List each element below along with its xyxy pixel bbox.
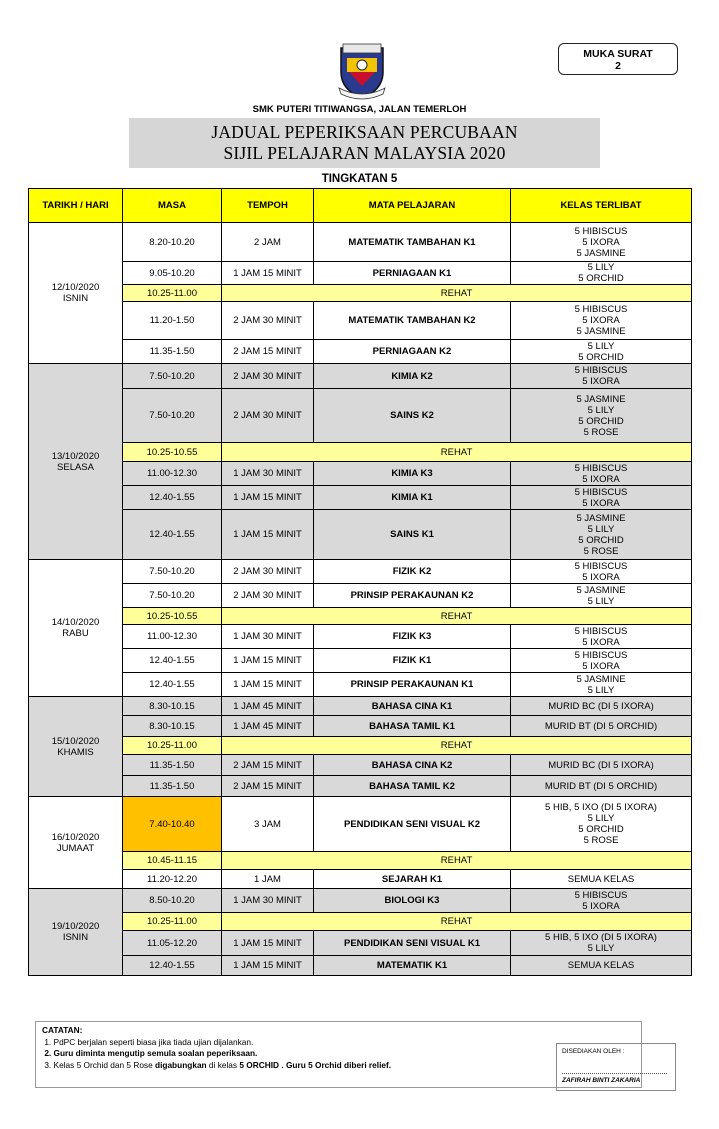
date-cell xyxy=(29,889,123,976)
class-name: MURID BC (DI 5 IXORA) xyxy=(548,759,654,771)
table-row xyxy=(29,673,692,697)
table-row xyxy=(29,625,692,649)
break-row xyxy=(29,443,692,462)
class-name: 5 JASMINE xyxy=(576,512,626,524)
duration-cell: 1 JAM 15 MINIT xyxy=(222,262,314,285)
time-cell: 7.50-10.20 xyxy=(123,364,222,389)
classes-cell xyxy=(511,389,692,443)
classes-cell xyxy=(511,462,692,486)
table-row xyxy=(29,697,692,716)
table-row xyxy=(29,776,692,797)
classes-cell xyxy=(511,755,692,776)
subject-cell: PRINSIP PERAKAUNAN K1 xyxy=(314,673,511,697)
duration-cell: 1 JAM 15 MINIT xyxy=(222,649,314,673)
class-name: 5 ORCHID xyxy=(578,824,624,835)
document-title xyxy=(129,118,600,168)
class-name: SEMUA KELAS xyxy=(567,960,635,971)
exam-schedule-table xyxy=(28,188,692,976)
classes-cell xyxy=(511,649,692,673)
class-name: 5 JASMINE xyxy=(576,393,626,405)
subject-cell: BAHASA CINA K1 xyxy=(314,697,511,716)
classes-cell xyxy=(511,673,692,697)
page-label: MUKA SURAT xyxy=(583,48,653,60)
title-line-2: SIJIL PELAJARAN MALAYSIA 2020 xyxy=(223,143,506,163)
class-name: 5 IXORA xyxy=(582,315,620,326)
subject-cell: BAHASA TAMIL K2 xyxy=(314,776,511,797)
subject-cell: PERNIAGAAN K2 xyxy=(314,340,511,364)
class-name: 5 ROSE xyxy=(583,835,619,846)
time-cell: 10.25-11.00 xyxy=(123,737,222,755)
classes-cell xyxy=(511,870,692,889)
class-name: 5 LILY xyxy=(587,262,615,273)
class-name: 5 HIBISCUS xyxy=(574,365,628,376)
col-header: TEMPOH xyxy=(222,189,314,223)
class-name: 5 ROSE xyxy=(583,426,619,438)
time-cell: 11.00-12.30 xyxy=(123,625,222,649)
break-row xyxy=(29,852,692,870)
classes-cell xyxy=(511,776,692,797)
rehat-cell: REHAT xyxy=(222,737,692,755)
class-name: 5 IXORA xyxy=(582,900,620,912)
day-text: ISNIN xyxy=(62,293,89,304)
date-cell xyxy=(29,223,123,364)
col-header: KELAS TERLIBAT xyxy=(511,189,692,223)
class-name: 5 HIBISCUS xyxy=(574,304,628,315)
class-name: 5 LILY xyxy=(587,523,615,535)
class-name: MURID BT (DI 5 ORCHID) xyxy=(544,720,658,732)
time-cell: 12.40-1.55 xyxy=(123,649,222,673)
subject-cell: PENDIDIKAN SENI VISUAL K1 xyxy=(314,931,511,956)
time-cell: 11.35-1.50 xyxy=(123,776,222,797)
table-row xyxy=(29,755,692,776)
class-name: MURID BC (DI 5 IXORA) xyxy=(548,700,654,712)
subject-cell: FIZIK K3 xyxy=(314,625,511,649)
time-cell: 8.50-10.20 xyxy=(123,889,222,913)
duration-cell: 2 JAM 30 MINIT xyxy=(222,389,314,443)
duration-cell: 1 JAM 15 MINIT xyxy=(222,956,314,976)
duration-cell: 1 JAM 15 MINIT xyxy=(222,673,314,697)
subject-cell: SAINS K1 xyxy=(314,510,511,560)
time-cell: 12.40-1.55 xyxy=(123,486,222,510)
day-text: SELASA xyxy=(57,461,94,473)
rehat-cell: REHAT xyxy=(222,443,692,462)
col-header: TARIKH / HARI xyxy=(29,189,123,223)
time-cell: 7.50-10.20 xyxy=(123,389,222,443)
table-row xyxy=(29,340,692,364)
date-cell xyxy=(29,364,123,560)
time-cell: 10.25-11.00 xyxy=(123,913,222,931)
table-header-row xyxy=(29,189,692,223)
class-name: 5 HIBISCUS xyxy=(574,649,628,661)
signature-line xyxy=(562,1073,667,1074)
class-name: 5 LILY xyxy=(587,340,615,352)
time-cell: 11.35-1.50 xyxy=(123,340,222,364)
time-cell: 11.35-1.50 xyxy=(123,755,222,776)
subject-cell: BIOLOGI K3 xyxy=(314,889,511,913)
class-name: 5 LILY xyxy=(587,684,615,696)
subject-cell: FIZIK K1 xyxy=(314,649,511,673)
classes-cell xyxy=(511,797,692,852)
table-row xyxy=(29,510,692,560)
class-name: 5 IXORA xyxy=(582,660,620,672)
time-cell: 10.25-10.55 xyxy=(123,443,222,462)
subject-cell: FIZIK K2 xyxy=(314,560,511,584)
duration-cell: 1 JAM 45 MINIT xyxy=(222,697,314,716)
class-name: 5 HIBISCUS xyxy=(574,462,628,474)
time-cell: 10.25-11.00 xyxy=(123,285,222,302)
class-name: 5 LILY xyxy=(587,404,615,416)
class-name: 5 HIBISCUS xyxy=(574,486,628,498)
time-cell: 7.50-10.20 xyxy=(123,584,222,608)
table-row xyxy=(29,716,692,737)
subject-cell: BAHASA CINA K2 xyxy=(314,755,511,776)
table-row xyxy=(29,389,692,443)
class-name: 5 ORCHID xyxy=(578,415,624,427)
duration-cell: 1 JAM 30 MINIT xyxy=(222,462,314,486)
class-name: 5 IXORA xyxy=(582,473,620,485)
class-name: 5 IXORA xyxy=(582,236,620,248)
time-cell: 8.30-10.15 xyxy=(123,697,222,716)
table-row xyxy=(29,584,692,608)
break-row xyxy=(29,737,692,755)
time-cell: 8.20-10.20 xyxy=(123,223,222,262)
duration-cell: 2 JAM 30 MINIT xyxy=(222,584,314,608)
duration-cell: 3 JAM xyxy=(222,797,314,852)
duration-cell: 2 JAM xyxy=(222,223,314,262)
class-name: 5 JASMINE xyxy=(576,247,626,259)
class-name: 5 LILY xyxy=(587,595,615,607)
day-text: ISNIN xyxy=(62,932,89,943)
rehat-cell: REHAT xyxy=(222,608,692,625)
table-row xyxy=(29,262,692,285)
table-row xyxy=(29,931,692,956)
subject-cell: PENDIDIKAN SENI VISUAL K2 xyxy=(314,797,511,852)
class-name: 5 ORCHID xyxy=(578,534,624,546)
note-item: 3. Kelas 5 Orchid dan 5 Rose digabungkan di kelas 5 ORCHID . Guru 5 Orchid diberi relief. xyxy=(44,1059,392,1070)
subject-cell: PRINSIP PERAKAUNAN K2 xyxy=(314,584,511,608)
subject-cell: KIMIA K2 xyxy=(314,364,511,389)
class-name: 5 IXORA xyxy=(582,497,620,509)
time-cell: 12.40-1.55 xyxy=(123,510,222,560)
col-header: MASA xyxy=(123,189,222,223)
date-cell xyxy=(29,560,123,697)
day-text: RABU xyxy=(62,628,89,639)
classes-cell xyxy=(511,302,692,340)
school-crest-logo xyxy=(333,42,391,100)
class-name: 5 IXORA xyxy=(582,636,620,648)
subject-cell: SAINS K2 xyxy=(314,389,511,443)
col-header: MATA PELAJARAN xyxy=(314,189,511,223)
table-row xyxy=(29,956,692,976)
class-name: 5 JASMINE xyxy=(576,584,626,596)
classes-cell xyxy=(511,716,692,737)
time-cell: 10.45-11.15 xyxy=(123,852,222,870)
duration-cell: 2 JAM 30 MINIT xyxy=(222,364,314,389)
duration-cell: 2 JAM 15 MINIT xyxy=(222,340,314,364)
subject-cell: BAHASA TAMIL K1 xyxy=(314,716,511,737)
classes-cell xyxy=(511,510,692,560)
classes-cell xyxy=(511,697,692,716)
class-name: 5 ORCHID xyxy=(578,273,624,284)
time-cell: 11.05-12.20 xyxy=(123,931,222,956)
note-item: 2. Guru diminta mengutip semula soalan peperiksaan. xyxy=(44,1048,258,1058)
duration-cell: 2 JAM 30 MINIT xyxy=(222,302,314,340)
classes-cell xyxy=(511,223,692,262)
subject-cell: PERNIAGAAN K1 xyxy=(314,262,511,285)
day-text: JUMAAT xyxy=(56,842,95,854)
class-name: 5 ROSE xyxy=(583,545,619,557)
preparer-name: ZAFIRAH BINTI ZAKARIA xyxy=(562,1077,641,1084)
break-row xyxy=(29,285,692,302)
class-name: 5 JASMINE xyxy=(576,673,626,685)
class-name: 5 HIB, 5 IXO (DI 5 IXORA) xyxy=(545,932,657,943)
duration-cell: 1 JAM 15 MINIT xyxy=(222,931,314,956)
break-row xyxy=(29,608,692,625)
duration-cell: 1 JAM 15 MINIT xyxy=(222,486,314,510)
classes-cell xyxy=(511,625,692,649)
time-cell: 10.25-10.55 xyxy=(123,608,222,625)
time-cell: 11.00-12.30 xyxy=(123,462,222,486)
table-row xyxy=(29,649,692,673)
subject-cell: MATEMATIK TAMBAHAN K2 xyxy=(314,302,511,340)
time-cell: 7.50-10.20 xyxy=(123,560,222,584)
class-name: SEMUA KELAS xyxy=(567,873,635,885)
date-text: 15/10/2020 xyxy=(51,735,100,747)
prepared-by-label: DISEDIAKAN OLEH : xyxy=(562,1048,625,1055)
page-number-box xyxy=(558,43,678,75)
title-line-1: JADUAL PEPERIKSAAN PERCUBAAN xyxy=(211,122,518,142)
table-row xyxy=(29,302,692,340)
classes-cell xyxy=(511,340,692,364)
form-level: TINGKATAN 5 xyxy=(321,173,398,185)
classes-cell xyxy=(511,262,692,285)
class-name: 5 HIBISCUS xyxy=(574,625,628,637)
subject-cell: KIMIA K3 xyxy=(314,462,511,486)
time-cell: 11.20-1.50 xyxy=(123,302,222,340)
time-cell: 8.30-10.15 xyxy=(123,716,222,737)
classes-cell xyxy=(511,584,692,608)
notes-heading: CATATAN: xyxy=(42,1025,83,1035)
classes-cell xyxy=(511,364,692,389)
date-text: 12/10/2020 xyxy=(51,282,100,293)
duration-cell: 2 JAM 15 MINIT xyxy=(222,755,314,776)
classes-cell xyxy=(511,931,692,956)
rehat-cell: REHAT xyxy=(222,285,692,302)
table-row xyxy=(29,364,692,389)
duration-cell: 1 JAM 30 MINIT xyxy=(222,625,314,649)
classes-cell xyxy=(511,956,692,976)
class-name: 5 HIBISCUS xyxy=(574,560,628,572)
table-row xyxy=(29,462,692,486)
table-row xyxy=(29,223,692,262)
rehat-cell: REHAT xyxy=(222,852,692,870)
subject-cell: MATEMATIK K1 xyxy=(314,956,511,976)
date-cell xyxy=(29,697,123,797)
classes-cell xyxy=(511,560,692,584)
class-name: 5 HIBISCUS xyxy=(574,225,628,237)
table-row xyxy=(29,870,692,889)
time-cell: 12.40-1.55 xyxy=(123,956,222,976)
class-name: 5 HIBISCUS xyxy=(574,889,628,901)
break-row xyxy=(29,913,692,931)
time-cell: 7.40-10.40 xyxy=(123,797,222,852)
class-name: 5 JASMINE xyxy=(576,326,626,337)
time-cell: 9.05-10.20 xyxy=(123,262,222,285)
note-item: 1. PdPC berjalan seperti biasa jika tiada ujian dijalankan. xyxy=(44,1036,254,1047)
class-name: 5 IXORA xyxy=(582,571,620,583)
date-text: 16/10/2020 xyxy=(51,831,100,843)
duration-cell: 1 JAM xyxy=(222,870,314,889)
table-row xyxy=(29,797,692,852)
duration-cell: 1 JAM 30 MINIT xyxy=(222,889,314,913)
duration-cell: 1 JAM 15 MINIT xyxy=(222,510,314,560)
table-row xyxy=(29,486,692,510)
time-cell: 12.40-1.55 xyxy=(123,673,222,697)
classes-cell xyxy=(511,486,692,510)
classes-cell xyxy=(511,889,692,913)
prepared-by-box xyxy=(556,1043,676,1091)
date-text: 13/10/2020 xyxy=(51,450,100,462)
table-row xyxy=(29,889,692,913)
notes-box xyxy=(35,1021,642,1088)
date-text: 14/10/2020 xyxy=(51,617,100,628)
duration-cell: 2 JAM 15 MINIT xyxy=(222,776,314,797)
class-name: 5 LILY xyxy=(587,813,615,824)
rehat-cell: REHAT xyxy=(222,913,692,931)
date-cell xyxy=(29,797,123,889)
duration-cell: 2 JAM 30 MINIT xyxy=(222,560,314,584)
time-cell: 11.20-12.20 xyxy=(123,870,222,889)
class-name: 5 HIB, 5 IXO (DI 5 IXORA) xyxy=(545,802,657,813)
class-name: 5 LILY xyxy=(587,943,615,954)
day-text: KHAMIS xyxy=(57,746,94,758)
date-text: 19/10/2020 xyxy=(51,921,100,932)
class-name: 5 ORCHID xyxy=(578,351,624,363)
class-name: 5 IXORA xyxy=(582,376,620,387)
class-name: MURID BT (DI 5 ORCHID) xyxy=(544,780,658,792)
subject-cell: KIMIA K1 xyxy=(314,486,511,510)
subject-cell: MATEMATIK TAMBAHAN K1 xyxy=(314,223,511,262)
duration-cell: 1 JAM 45 MINIT xyxy=(222,716,314,737)
page-number: 2 xyxy=(615,60,621,72)
subject-cell: SEJARAH K1 xyxy=(314,870,511,889)
school-name: SMK PUTERI TITIWANGSA, JALAN TEMERLOH xyxy=(252,104,467,115)
table-row xyxy=(29,560,692,584)
